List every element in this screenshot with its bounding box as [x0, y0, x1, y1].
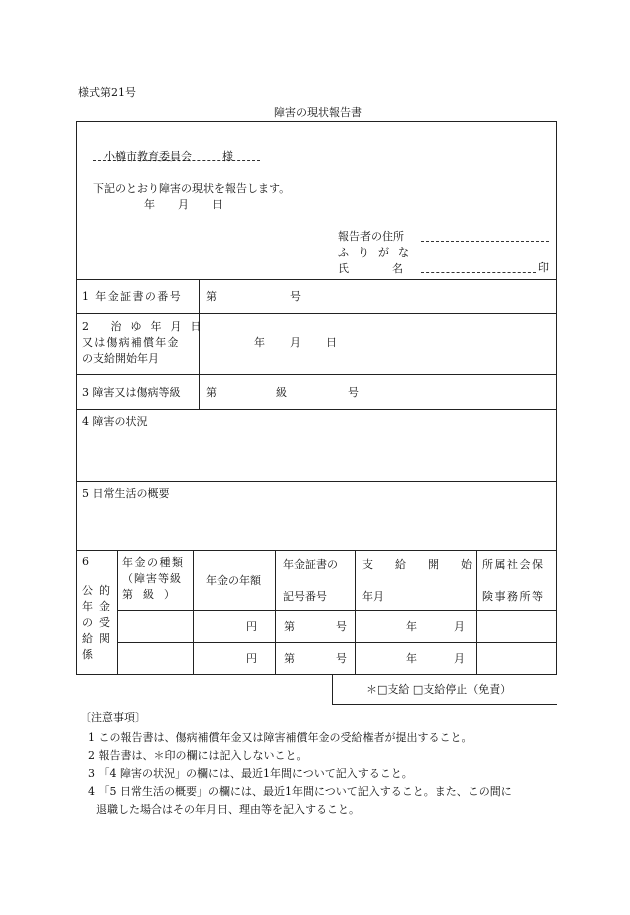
- pension-row-go: 号: [336, 620, 347, 633]
- pension-row-year: 年: [406, 620, 417, 633]
- payment-start-header-2: [362, 590, 470, 604]
- pension-cert-header-2: 記号番号: [283, 590, 327, 603]
- date-day: 日: [212, 198, 223, 211]
- name-label: 氏名: [338, 262, 446, 275]
- disability-grade-grade: 級: [276, 386, 287, 399]
- form-number: 様式第21号: [78, 86, 136, 99]
- cure-date-year: 年: [254, 336, 265, 349]
- payment-start-header-1: 支給開始: [362, 558, 494, 571]
- public-pension-label-3: 年金: [82, 600, 116, 613]
- disability-grade-suffix: 号: [348, 386, 359, 399]
- pension-row-year: 年: [406, 652, 417, 665]
- cure-date-label-3: の支給開始年月: [82, 352, 159, 365]
- reporter-address-label: 報告者の住所: [338, 230, 404, 243]
- note-item-4: 4 「5 日常生活の概要」の欄には、最近1年間について記入すること。また、この間に: [88, 785, 512, 798]
- cure-date-label-2: 又は傷病補償年金: [82, 336, 180, 349]
- payment-start-year-header: 年月: [362, 590, 384, 603]
- seal-mark: 印: [538, 261, 549, 274]
- pension-cert-prefix: 第: [206, 290, 217, 303]
- name-field[interactable]: [421, 272, 536, 273]
- pension-type-header-3: 第級）: [122, 588, 185, 601]
- pension-row-dai: 第: [284, 652, 295, 665]
- note-item-3: 3 「4 障害の状況」の欄には、最近1年間について記入すること。: [88, 767, 413, 780]
- daily-life-label: 5 日常生活の概要: [82, 487, 170, 500]
- pension-row-yen: 円: [246, 620, 257, 633]
- page-title: 障害の現状報告書: [274, 106, 362, 119]
- disability-status-label: 4 障害の状況: [82, 415, 148, 428]
- public-pension-label-2: 公的: [82, 584, 116, 597]
- note-item-2: 2 報告書は、＊印の欄には記入しないこと。: [88, 749, 308, 762]
- pension-cert-header-1: 年金証書の: [283, 558, 338, 571]
- pension-row-dai: 第: [284, 620, 295, 633]
- addressee: 小樽市教育委員会: [104, 150, 192, 163]
- cure-date-day: 日: [326, 336, 337, 349]
- addressee-suffix: 様: [222, 150, 233, 163]
- pension-row-month: 月: [454, 652, 465, 665]
- disability-grade-label: 3 障害又は傷病等級: [82, 386, 181, 399]
- public-pension-label-5: 給関: [82, 632, 116, 645]
- pension-row-month: 月: [454, 620, 465, 633]
- pension-cert-label: 1 年金証書の番号: [82, 290, 183, 303]
- furigana-label: ふりがな: [338, 246, 418, 259]
- payment-status-box: ＊□支給 □支給停止（免責）: [366, 683, 512, 696]
- pension-cert-suffix: 号: [290, 290, 301, 303]
- pension-amount-header: 年金の年額: [206, 574, 261, 587]
- public-pension-label-4: の受: [82, 616, 116, 629]
- pension-type-header-2: （障害等級: [122, 572, 182, 585]
- disability-grade-prefix: 第: [206, 386, 217, 399]
- note-item-4-cont: 退職した場合はその年月日、理由等を記入すること。: [96, 803, 360, 816]
- public-pension-label-1: 6: [82, 555, 89, 568]
- note-item-1: 1 この報告書は、傷病補償年金又は障害補償年金の受給権者が提出すること。: [88, 731, 473, 744]
- office-header-2: 険事務所等: [482, 590, 545, 603]
- intro-text: 下記のとおり障害の現状を報告します。: [93, 182, 291, 195]
- public-pension-label-6: 係: [82, 648, 93, 661]
- reporter-address-field[interactable]: [421, 241, 549, 242]
- notes-heading: 〔注意事項〕: [80, 711, 146, 724]
- office-header-1: 所属社会保: [482, 558, 545, 571]
- cure-date-label-1: 2 治ゆ年月日: [82, 320, 211, 333]
- date-year: 年: [144, 198, 155, 211]
- pension-row-yen: 円: [246, 652, 257, 665]
- cure-date-month: 月: [290, 336, 301, 349]
- pension-type-header-1: 年金の種類: [122, 556, 185, 569]
- pension-row-go: 号: [336, 652, 347, 665]
- date-month: 月: [178, 198, 189, 211]
